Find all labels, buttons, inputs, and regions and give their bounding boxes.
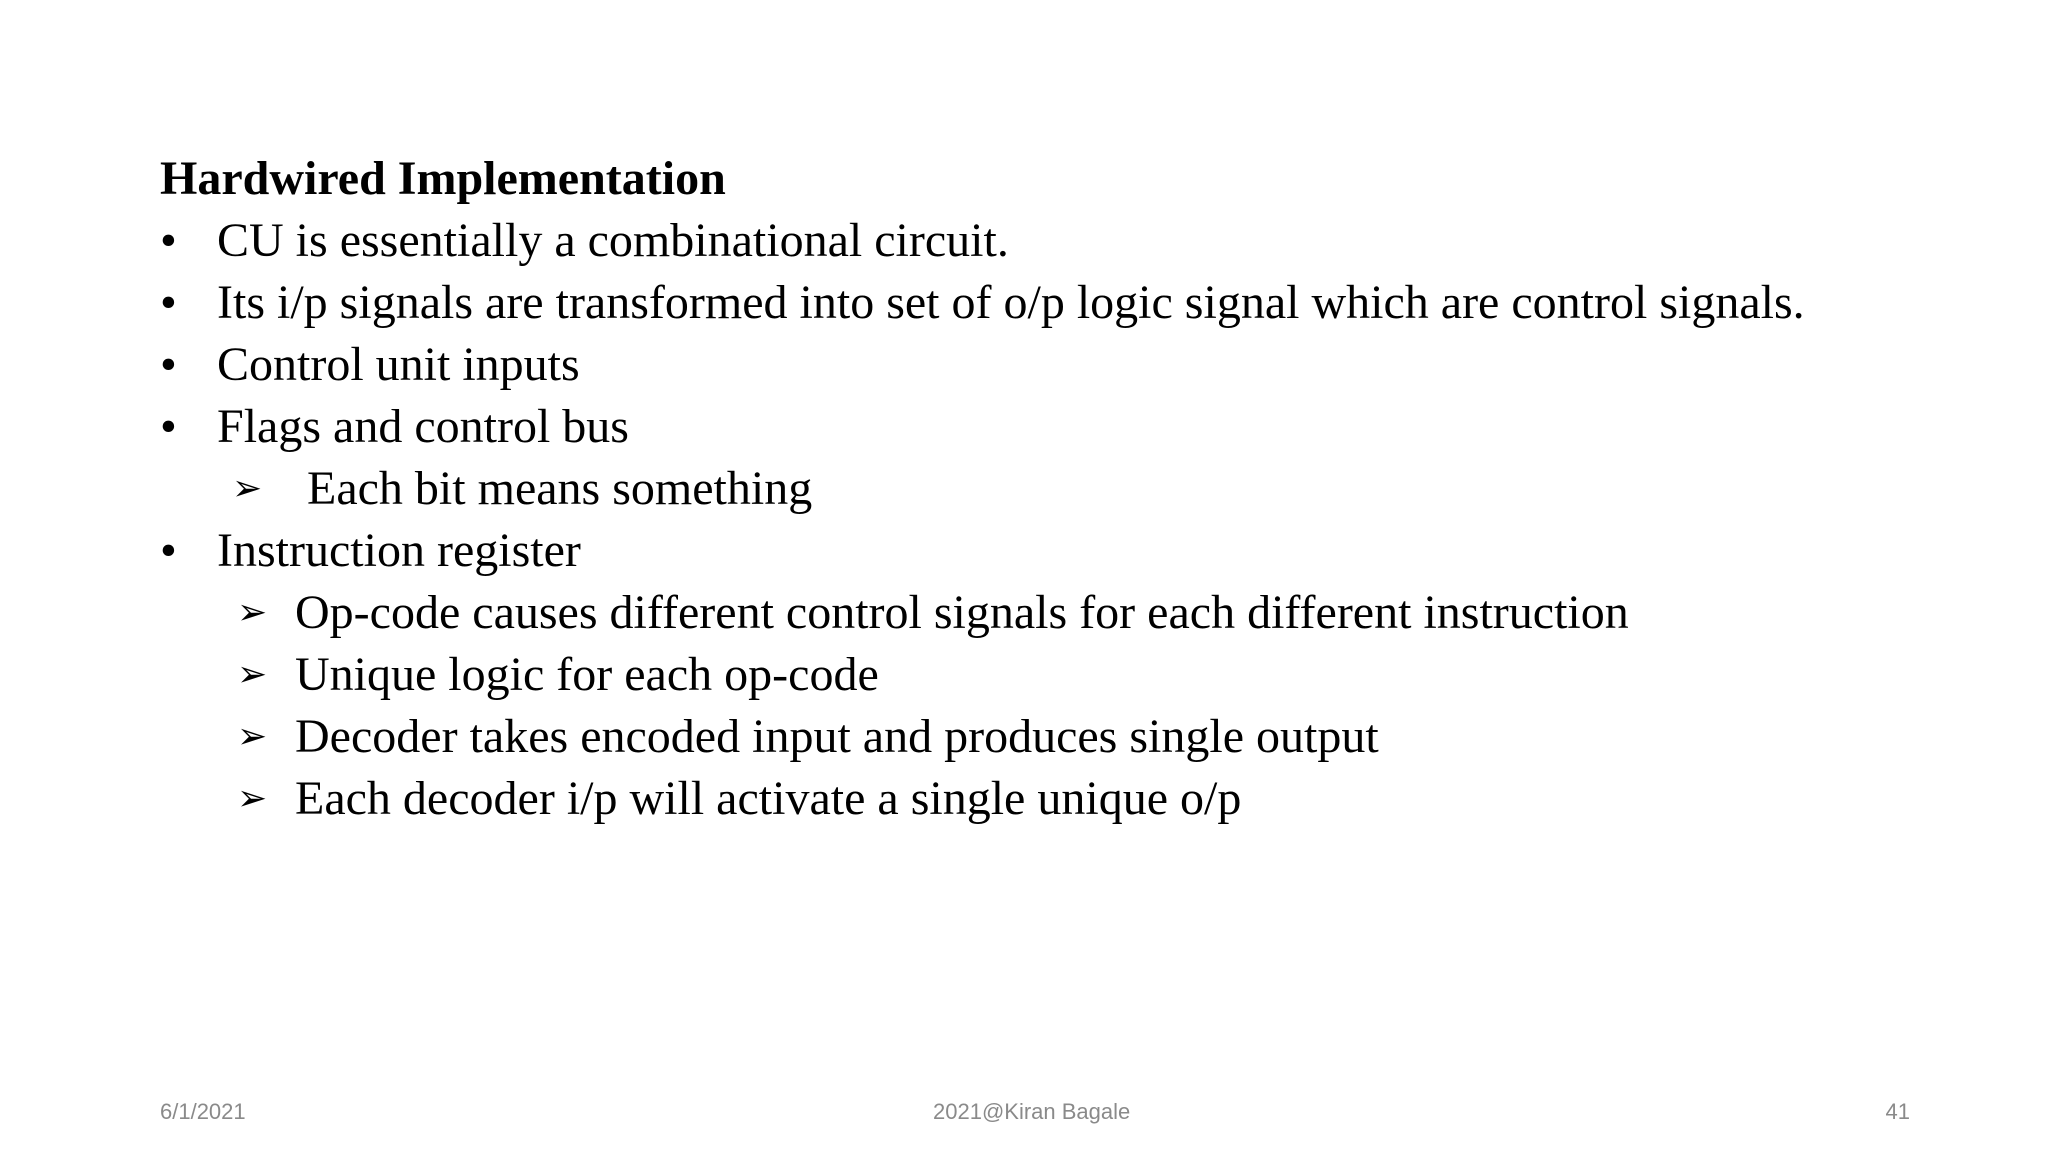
bullet-item [160,334,1910,396]
slide-number: 41 [1885,1099,1910,1124]
footer-author: 2021@Kiran Bagale [933,1099,1131,1124]
bullet-item [160,272,1910,334]
bullet-dot-icon: • [160,214,177,267]
sub-bullet-text: Decoder takes encoded input and produces single output [295,710,1379,763]
sub-bullet-item [160,706,1910,768]
bullet-dot-icon: • [160,400,177,453]
bullet-text: Instruction register [217,524,581,577]
sub-bullet-item [160,582,1910,644]
bullet-dot-icon: • [160,276,177,329]
arrow-bullet-icon: ➢ [237,716,268,757]
bullet-text: Flags and control bus [217,400,629,453]
arrow-bullet-icon: ➢ [237,592,268,633]
bullet-item [160,396,1910,458]
sub-bullet-item [160,768,1910,830]
sub-bullet-text: Op-code causes different control signals for each different instruction [295,586,1629,639]
arrow-bullet-icon: ➢ [237,654,268,695]
arrow-bullet-icon: ➢ [232,468,263,509]
sub-bullet-item [160,458,1910,520]
slide-content [160,148,1910,830]
bullet-text: Control unit inputs [217,338,580,391]
bullet-item [160,210,1910,272]
bullet-dot-icon: • [160,338,177,391]
sub-bullet-text: Unique logic for each op-code [295,648,879,701]
sub-bullet-text: Each bit means something [307,462,813,515]
bullet-dot-icon: • [160,524,177,577]
sub-bullet-item [160,644,1910,706]
footer-date: 6/1/2021 [160,1099,246,1124]
slide-heading: Hardwired Implementation [160,152,726,205]
bullet-text: Its i/p signals are transformed into set of o/p logic signal which are control signals. [217,276,1805,329]
bullet-text: CU is essentially a combinational circuit. [217,214,1009,267]
bullet-item [160,520,1910,582]
sub-bullet-text: Each decoder i/p will activate a single unique o/p [295,772,1242,825]
arrow-bullet-icon: ➢ [237,778,268,819]
